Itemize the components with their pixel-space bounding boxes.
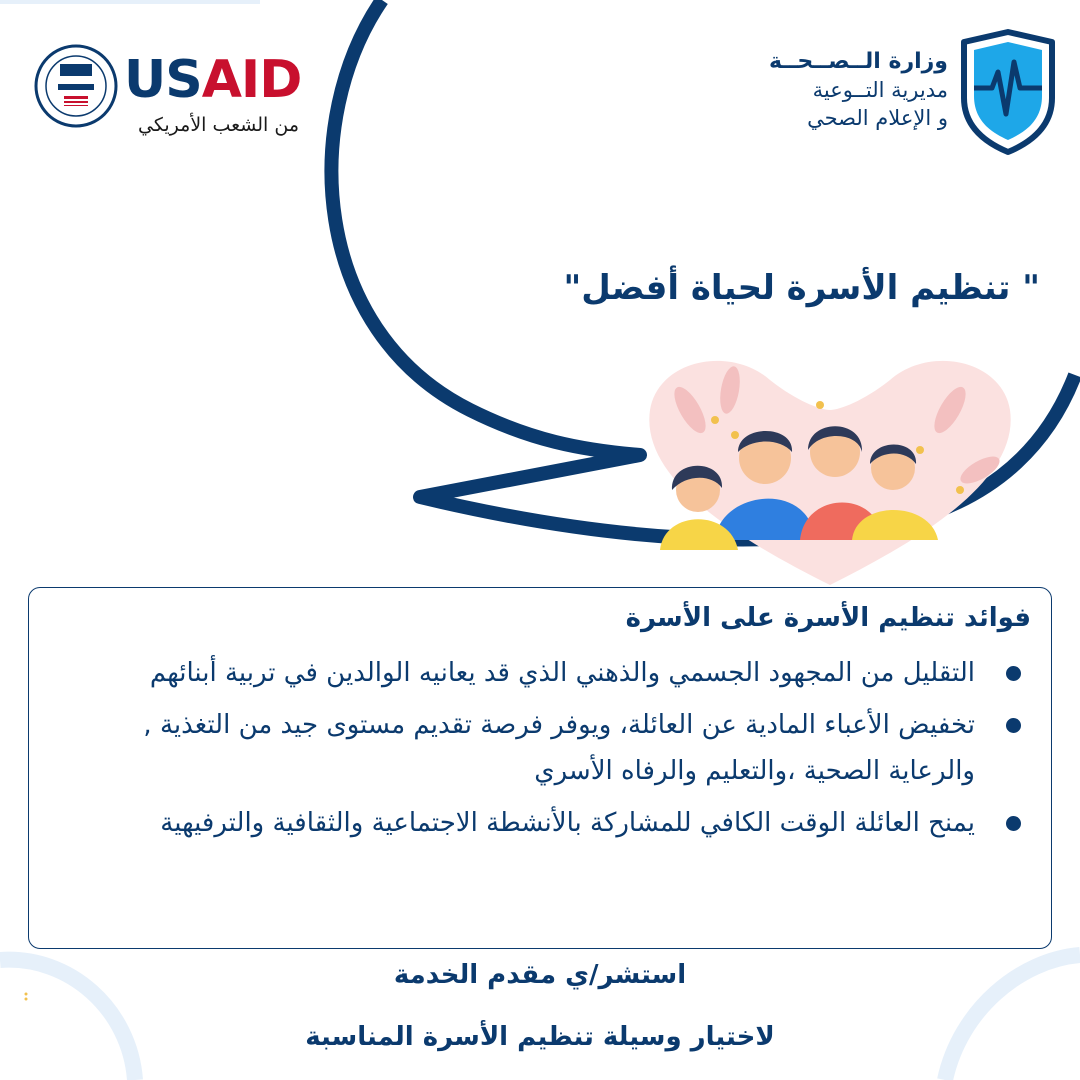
bullet-dot-icon (1006, 718, 1021, 733)
benefit-item (71, 702, 1031, 794)
ministry-text (758, 48, 948, 132)
bottom-left-arc (0, 960, 135, 1080)
bullet-dot-icon (1006, 666, 1021, 681)
dot-accent (25, 998, 28, 1001)
directorate-name: مديرية التــوعية (812, 78, 948, 102)
usaid-word-aid: AID (201, 50, 302, 110)
usaid-seal-icon (34, 44, 118, 128)
bottom-right-arc (945, 955, 1080, 1080)
usaid-word-us: US (124, 50, 202, 110)
ministry-logo (760, 28, 1060, 158)
bullet-dot-icon (1006, 816, 1021, 831)
benefit-item (71, 650, 1031, 696)
benefit-text: تخفيض الأعباء المادية عن العائلة، ويوفر فرصة تقديم مستوى جيد من التغذية , والرعاية الصحية ،والتعليم والرفاه الأسري (143, 710, 975, 786)
benefits-title: فوائد تنظيم الأسرة على الأسرة (625, 603, 1031, 633)
benefits-list (71, 650, 1031, 852)
usaid-wordmark (124, 50, 301, 110)
shield-heartbeat-icon (956, 28, 1060, 156)
directorate-subname: و الإعلام الصحي (807, 106, 948, 130)
dot-accent (25, 993, 28, 996)
usaid-tagline: من الشعب الأمريكي (138, 114, 299, 136)
benefit-text: التقليل من المجهود الجسمي والذهني الذي قد يعانيه الوالدين في تربية أبنائهم (149, 658, 975, 688)
benefit-text: يمنح العائلة الوقت الكافي للمشاركة بالأنشطة الاجتماعية والثقافية والترفيهية (160, 808, 975, 838)
footer-consult: استشر/ي مقدم الخدمة (393, 960, 687, 990)
usaid-logo (34, 44, 314, 144)
top-accent-strip (0, 0, 260, 4)
benefits-box (28, 587, 1052, 949)
page-title: " تنظيم الأسرة لحياة أفضل" (563, 268, 1040, 308)
ministry-name: وزارة الــصــحــة (769, 49, 948, 74)
footer-choose-method: لاختيار وسيلة تنظيم الأسرة المناسبة (305, 1022, 775, 1052)
benefit-item (71, 800, 1031, 846)
family-illustration (620, 340, 1040, 590)
